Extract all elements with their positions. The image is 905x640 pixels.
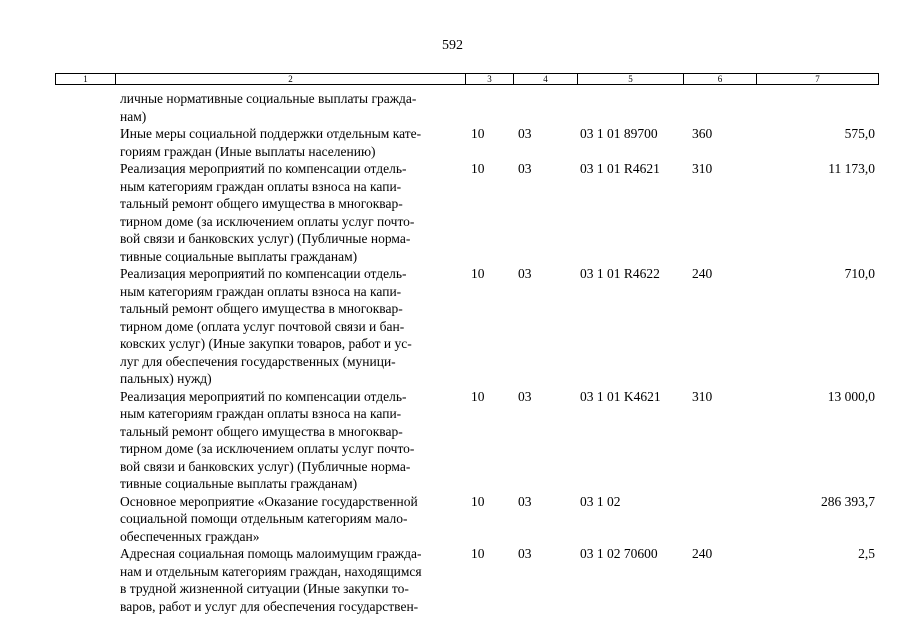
target-article-code: 03 1 01 89700 <box>580 126 658 141</box>
column-header-7: 7 <box>815 74 820 84</box>
table-row <box>0 265 905 388</box>
column-header-1: 1 <box>56 74 116 84</box>
amount-value: 13 000,0 <box>827 388 875 404</box>
amount-value: 575,0 <box>844 126 875 141</box>
expense-type-code: 310 <box>692 161 713 176</box>
table-row <box>0 493 905 546</box>
description-line: Реализация мероприятий по компенсации отдель- <box>120 388 407 404</box>
expense-type-code: 240 <box>692 546 713 561</box>
section-code: 10 <box>471 126 485 141</box>
description-line: тирном доме (за исключением оплаты услуг почто- <box>120 441 415 456</box>
description-line: тальный ремонт общего имущества в многоквар- <box>120 423 403 439</box>
expense-type-code: 240 <box>692 266 713 281</box>
row-description <box>120 90 460 125</box>
description-line: варов, работ и услуг для обеспечения государствен- <box>120 598 419 614</box>
subsection-code: 03 <box>518 546 532 561</box>
description-line: тирном доме (за исключением оплаты услуг почто- <box>120 213 415 229</box>
table-row <box>0 160 905 265</box>
description-line: тальный ремонт общего имущества в многоквар- <box>120 196 403 211</box>
description-line: социальной помощи отдельным категориям мало- <box>120 511 408 526</box>
target-article-code: 03 1 01 K4621 <box>580 388 661 404</box>
amount-value: 11 173,0 <box>828 161 875 176</box>
row-description <box>120 265 460 388</box>
row-description <box>120 545 460 615</box>
row-description <box>120 160 460 265</box>
description-line: личные нормативные социальные выплаты гражда- <box>120 91 417 106</box>
description-line: Адресная социальная помощь малоимущим гражда- <box>120 546 422 561</box>
description-line: нам и отдельным категориям граждан, находящимся <box>120 563 422 579</box>
subsection-code: 03 <box>518 126 532 141</box>
description-line: обеспеченных граждан» <box>120 528 260 544</box>
section-code: 10 <box>471 161 485 176</box>
description-line: Реализация мероприятий по компенсации отдель- <box>120 266 407 281</box>
column-header-2: 2 <box>116 74 466 84</box>
page-number: 592 <box>442 38 463 53</box>
column-header-3: 3 <box>466 74 514 84</box>
section-code: 10 <box>471 493 485 509</box>
table-row <box>0 125 905 160</box>
table-row <box>0 90 905 125</box>
row-description <box>120 388 460 493</box>
description-line: ковских услуг) (Иные закупки товаров, работ и ус- <box>120 336 412 351</box>
description-line: тивные социальные выплаты гражданам) <box>120 476 358 491</box>
description-line: тальный ремонт общего имущества в многоквар- <box>120 301 403 316</box>
table-header <box>55 73 879 85</box>
table-body <box>0 90 905 615</box>
amount-value: 710,0 <box>844 266 875 281</box>
description-line: пальных) нужд) <box>120 371 212 386</box>
description-line: ным категориям граждан оплаты взноса на капи- <box>120 178 402 194</box>
description-line: в трудной жизненной ситуации (Иные закупки то- <box>120 581 409 596</box>
amount-value: 286 393,7 <box>821 493 875 509</box>
target-article-code: 03 1 02 <box>580 493 621 509</box>
row-description <box>120 125 460 160</box>
section-code: 10 <box>471 546 485 561</box>
description-line: Иные меры социальной поддержки отдельным кате- <box>120 126 422 141</box>
target-article-code: 03 1 01 R4622 <box>580 266 660 281</box>
column-header-5: 5 <box>578 74 684 84</box>
subsection-code: 03 <box>518 161 532 176</box>
table-row <box>0 388 905 493</box>
column-header-4: 4 <box>514 74 578 84</box>
description-line: вой связи и банковских услуг) (Публичные норма- <box>120 458 411 474</box>
description-line: ным категориям граждан оплаты взноса на капи- <box>120 283 402 299</box>
subsection-code: 03 <box>518 493 532 509</box>
expense-type-code: 360 <box>692 126 713 141</box>
description-line: Реализация мероприятий по компенсации отдель- <box>120 161 407 176</box>
description-line: тирном доме (оплата услуг почтовой связи и бан- <box>120 318 405 334</box>
description-line: луг для обеспечения государственных (муници- <box>120 353 396 369</box>
table-row <box>0 545 905 615</box>
description-line: Основное мероприятие «Оказание государственной <box>120 493 418 509</box>
subsection-code: 03 <box>518 266 532 281</box>
section-code: 10 <box>471 266 485 281</box>
column-header-6: 6 <box>684 74 757 84</box>
subsection-code: 03 <box>518 388 532 404</box>
section-code: 10 <box>471 388 485 404</box>
row-description <box>120 493 460 546</box>
amount-value: 2,5 <box>858 546 875 561</box>
description-line: тивные социальные выплаты гражданам) <box>120 248 358 264</box>
expense-type-code: 310 <box>692 388 713 404</box>
description-line: гориям граждан (Иные выплаты населению) <box>120 143 376 159</box>
target-article-code: 03 1 02 70600 <box>580 546 658 561</box>
description-line: вой связи и банковских услуг) (Публичные норма- <box>120 231 411 246</box>
description-line: ным категориям граждан оплаты взноса на капи- <box>120 406 402 421</box>
target-article-code: 03 1 01 R4621 <box>580 161 660 176</box>
description-line: нам) <box>120 108 147 124</box>
